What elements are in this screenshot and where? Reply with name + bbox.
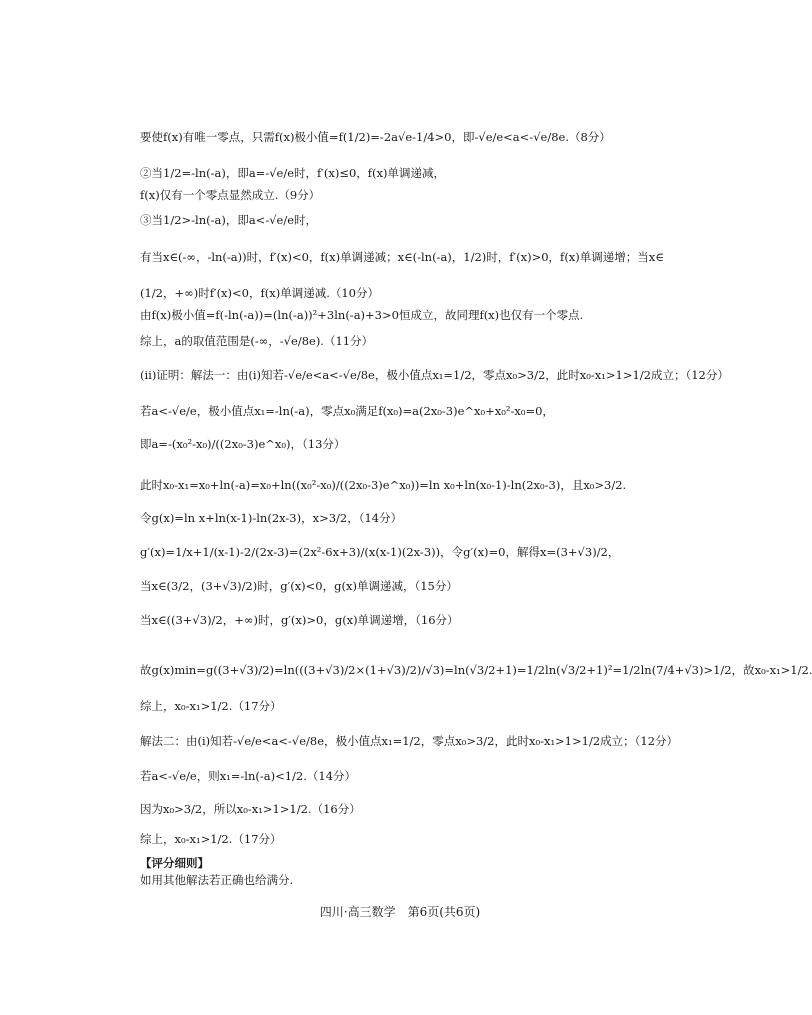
solution-line: 解法二：由(ⅰ)知若-√e/e<a<-√e/8e，极小值点x₁=1/2，零点x₀>3/2，此时x₀-x₁>1>1/2成立；（12分） (140, 734, 679, 748)
solution-line: f(x)仅有一个零点显然成立.（9分） (140, 188, 321, 202)
solution-line: ③当1/2>-ln(-a)，即a<-√e/e时， (140, 213, 318, 227)
solution-line: 有当x∈(-∞，-ln(-a))时，f′(x)<0，f(x)单调递减；x∈(-ln(-a)，1/2)时，f′(x)>0，f(x)单调递增；当x∈ (140, 250, 664, 264)
solution-line: 综上，x₀-x₁>1/2.（17分） (140, 699, 282, 713)
solution-line: 若a<-√e/e，则x₁=-ln(-a)<1/2.（14分） (140, 769, 357, 783)
solution-line: 若a<-√e/e，极小值点x₁=-ln(-a)，零点x₀满足f(x₀)=a(2x₀-3)e^x₀+x₀²-x₀=0， (140, 404, 554, 418)
page-footer: 四川·高三数学 第6页(共6页) (319, 905, 481, 919)
solution-line: 即a=-(x₀²-x₀)/((2x₀-3)e^x₀)，（13分） (140, 437, 346, 451)
solution-line: 此时x₀-x₁=x₀+ln(-a)=x₀+ln((x₀²-x₀)/((2x₀-3)e^x₀))=ln x₀+ln(x₀-1)-ln(2x₀-3)，且x₀>3/2. (140, 478, 627, 492)
solution-line: 要使f(x)有唯一零点，只需f(x)极小值=f(1/2)=-2a√e-1/4>0，即-√e/e<a<-√e/8e.（8分） (140, 130, 611, 144)
solution-line: 由f(x)极小值=f(-ln(-a))=(ln(-a))²+3ln(-a)+3>0恒成立，故同理f(x)也仅有一个零点. (140, 308, 584, 322)
solution-line: 综上，a的取值范围是(-∞，-√e/8e).（11分） (140, 334, 374, 348)
solution-line: 综上，x₀-x₁>1/2.（17分） (140, 832, 282, 846)
solution-line: (ⅱ)证明：解法一：由(ⅰ)知若-√e/e<a<-√e/8e，极小值点x₁=1/2，零点x₀>3/2，此时x₀-x₁>1>1/2成立；（12分） (140, 368, 729, 382)
section-heading: 【评分细则】 (140, 856, 209, 870)
solution-line: g′(x)=1/x+1/(x-1)-2/(2x-3)=(2x²-6x+3)/(x(x-1)(2x-3))，令g′(x)=0，解得x=(3+√3)/2， (140, 545, 620, 559)
solution-line: ②当1/2=-ln(-a)，即a=-√e/e时，f′(x)≤0，f(x)单调递减， (140, 166, 446, 180)
solution-line: 当x∈(3/2，(3+√3)/2)时，g′(x)<0，g(x)单调递减，（15分） (140, 579, 458, 593)
solution-line: 故g(x)min=g((3+√3)/2)=ln(((3+√3)/2×(1+√3)/2)/√3)=ln(√3/2+1)=1/2ln(√3/2+1)²=1/2ln(7/4+√3)>1/2，故x₀-x₁>1/2. (140, 663, 812, 677)
solution-line: 当x∈((3+√3)/2，+∞)时，g′(x)>0，g(x)单调递增，（16分） (140, 613, 459, 627)
solution-line: (1/2，+∞)时f′(x)<0，f(x)单调递减.（10分） (140, 286, 379, 300)
solution-line: 因为x₀>3/2，所以x₀-x₁>1>1/2.（16分） (140, 802, 361, 816)
solution-line: 如用其他解法若正确也给满分. (140, 873, 294, 887)
solution-line: 令g(x)=ln x+ln(x-1)-ln(2x-3)，x>3/2，（14分） (140, 511, 403, 525)
